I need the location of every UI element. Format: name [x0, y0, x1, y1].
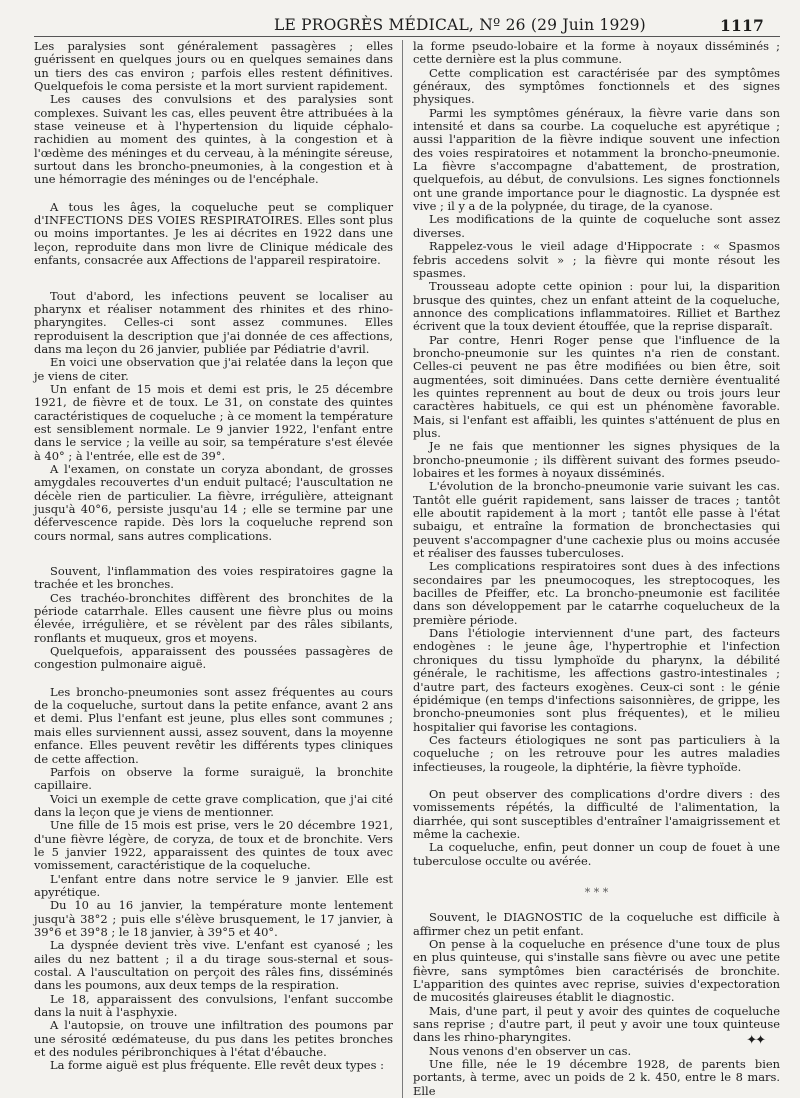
paragraph: Tout d'abord, les infections peuvent se localiser au pharynx et réaliser notamment des rhinites et des rhino-pharyngites. Celles-ci sont assez communes. Elles reproduisent la description que j'ai donnée de ces affections, dans ma leçon du 26 janvier, publiée par Pédiatrie d'avril.	[34, 288, 394, 356]
end-ornament: ✦✦	[746, 1033, 764, 1048]
section-separator-stars: * * *	[584, 885, 609, 899]
paragraph: la forme pseudo-lobaire et la forme à noyaux disséminés ; cette dernière est la plus commune.	[413, 39, 780, 67]
right-column	[402, 40, 780, 1098]
paragraph: A l'autopsie, on trouve une infiltration des poumons par une sérosité œdémateuse, du pus dans les petites bronches et des nodules péribronchiques à l'état d'ébauche.	[34, 1018, 394, 1060]
page-header	[34, 14, 780, 36]
running-title: LE PROGRÈS MÉDICAL, Nº 26 (29 Juin 1929)	[274, 16, 646, 34]
paragraph: Les causes des convulsions et des paralysies sont complexes. Suivant les cas, elles peuvent être attribuées à la stase veineuse et à l'hypertension du liquide céphalo-rachidien au moment des quintes, à la congestion et à l'œdème des méninges et du cerveau, à la méningite séreuse, surtout dans les broncho-pneumonies, à la congestion et à une hémorragie des méninges ou de l'encéphale.	[34, 92, 394, 187]
paragraph: Un enfant de 15 mois et demi est pris, le 25 décembre 1921, de fièvre et de toux. Le 31, on constate des quintes caractéristiques de coqueluche ; à ce moment la température est sensiblement normale. Le 9 janvier 1922, l'enfant entre dans le service ; la veille au soir, sa température s'est élevée à 40° ; à l'entrée, elle est de 39°.	[34, 381, 394, 463]
paragraph: En voici une observation que j'ai relatée dans la leçon que je viens de citer.	[34, 355, 394, 383]
paragraph: On peut observer des complications d'ordre divers : des vomissements répétés, la difficulté de l'alimentation, la diarrhée, qui sont susceptibles d'entraîner l'amaigrissement et même la cachexie.	[413, 786, 780, 841]
paragraph: Les modifications de la quinte de coqueluche sont assez diverses.	[413, 212, 780, 240]
paragraph: Rappelez-vous le vieil adage d'Hippocrate : « Spasmos febris accedens solvit » ; la fièvre qui monte résout les spasmes.	[413, 239, 780, 280]
paragraph: L'évolution de la broncho-pneumonie varie suivant les cas. Tantôt elle guérit rapidement, sans laisser de traces ; tantôt elle aboutit rapidement à la mort ; tantôt elle passe à l'état subaigu, et entraîne la formation de bronchectasies qui peuvent s'accompagner d'une cachexie plus ou moins accusée et réaliser des fausses tuberculoses.	[413, 479, 780, 561]
two-column-body	[34, 40, 780, 1098]
paragraph: La dyspnée devient très vive. L'enfant est cyanosé ; les ailes du nez battent ; il a du tirage sous-sternal et sous-costal. A l'auscultation on perçoit des râles fins, disséminés dans les poumons, aux deux temps de la respiration.	[34, 938, 394, 993]
paragraph: Dans l'étiologie interviennent d'une part, des facteurs endogènes : le jeune âge, l'hypertrophie et l'infection chroniques du tissu lymphoïde du pharynx, la débilité générale, le rachitisme, les affections gastro-intestinales ; d'autre part, des facteurs exogènes. Ceux-ci sont : le génie épidémique (en temps d'infections saisonnières, de grippe, les broncho-pneumonies sont plus fréquentes), et le milieu hospitalier qui favorise les contagions.	[413, 626, 780, 734]
paragraph: Les broncho-pneumonies sont assez fréquentes au cours de la coqueluche, surtout dans la petite enfance, avant 2 ans et demi. Plus l'enfant est jeune, plus elles sont communes ; mais elles surviennent aussi, assez souvent, dans la moyenne enfance. Elles peuvent revêtir les différents types cliniques de cette affection.	[34, 684, 394, 766]
paragraph: Quelquefois, apparaissent des poussées passagères de congestion pulmonaire aiguë.	[34, 644, 394, 672]
paragraph: A l'examen, on constate un coryza abondant, de grosses amygdales recouvertes d'un enduit pultacé; l'auscultation ne décèle rien de particulier. La fièvre, irrégulière, atteignant jusqu'à 40°6, persiste jusqu'au 14 ; elle se termine par une défervescence rapide. Dès lors la coqueluche reprend son cours normal, sans autres complications.	[34, 461, 394, 543]
paragraph: La forme aiguë est plus fréquente. Elle revêt deux types :	[50, 1058, 384, 1073]
paragraph: Une fille, née le 19 décembre 1928, de parents bien portants, à terme, avec un poids de 2 k. 450, entre le 8 mars. Elle	[413, 1057, 780, 1098]
page-number: 1117	[720, 16, 764, 35]
paragraph: La coqueluche, enfin, peut donner un coup de fouet à une tuberculose occulte ou avérée.	[413, 840, 780, 868]
paragraph: Ces facteurs étiologiques ne sont pas particuliers à la coqueluche ; on les retrouve pour les autres maladies infectieuses, la rougeole, la diphtérie, la fièvre typhoïde.	[413, 732, 780, 774]
paragraph: L'enfant entre dans notre service le 9 janvier. Elle est apyrétique.	[34, 871, 394, 899]
paragraph: Du 10 au 16 janvier, la température monte lentement jusqu'à 38°2 ; puis elle s'élève brusquement, le 17 janvier, à 39°6 et 39°8 ; le 18 janvier, à 39°5 et 40°.	[34, 898, 394, 939]
paragraph: Les complications respiratoires sont dues à des infections secondaires par les pneumocoques, les streptocoques, les bacilles de Pfeiffer, etc. La broncho-pneumonie est facilitée dans son développement par le catarrhe coquelucheux de la première période.	[413, 559, 780, 627]
paragraph: Le 18, apparaissent des convulsions, l'enfant succombe dans la nuit à l'asphyxie.	[34, 991, 394, 1020]
paragraph: Trousseau adopte cette opinion : pour lui, la disparition brusque des quintes, chez un enfant atteint de la coqueluche, annonce des complications inflammatoires. Rilliet et Barthez écrivent que la toux devient étouffée, que la reprise disparaît.	[413, 279, 780, 334]
paragraph: Parfois on observe la forme suraiguë, la bronchite capillaire.	[34, 764, 394, 793]
paragraph: Les paralysies sont généralement passagères ; elles guérissent en quelques jours ou en quelques semaines dans un tiers des cas environ ; parfois elles restent définitives. Quelquefois le coma persiste et la mort survient rapidement.	[34, 39, 394, 94]
paragraph: Une fille de 15 mois est prise, vers le 20 décembre 1921, d'une fièvre légère, de coryza, de toux et de bronchite. Vers le 5 janvier 1922, apparaissent des quintes de toux avec vomissement, caractéristique de la coqueluche.	[34, 818, 394, 873]
paragraph: Mais, d'une part, il peut y avoir des quintes de coqueluche sans reprise ; d'autre part, il peut y avoir une toux quinteuse dans les rhino-pharyngites.	[413, 1003, 780, 1045]
paragraph: Parmi les symptômes généraux, la fièvre varie dans son intensité et dans sa courbe. La coqueluche est apyrétique ; aussi l'apparition de la fièvre indique souvent une infection des voies respiratoires et notamment la broncho-pneumonie. La fièvre s'accompagne d'abattement, de prostration, quelquefois, au début, de convulsions. Les signes fonctionnels ont une grande importance pour le diagnostic. La dyspnée est vive ; il y a de la polypnée, du tirage, de la cyanose.	[413, 105, 780, 214]
paragraph: Voici un exemple de cette grave complication, que j'ai cité dans la leçon que je viens de mentionner.	[34, 791, 394, 819]
paragraph: Souvent, le DIAGNOSTIC de la coqueluche est difficile à affirmer chez un petit enfant.	[413, 910, 780, 938]
header-rule	[34, 36, 780, 37]
paragraph: Par contre, Henri Roger pense que l'influence de la broncho-pneumonie sur les quintes n'a rien de constant. Celles-ci peuvent ne pas être modifiées ou bien être, soit augmentées, soit diminuées. Dans cette dernière éventualité les quintes reprennent au bout de deux ou trois jours leur caractères habituels, ce qui est un phénomène favorable. Mais, si l'enfant est affaibli, les quintes s'atténuent de plus en plus.	[413, 332, 780, 440]
paragraph: Cette complication est caractérisée par des symptômes généraux, des symptômes fonctionnels et des signes physiques.	[413, 65, 780, 107]
paragraph: Ces trachéo-bronchites diffèrent des bronchites de la période catarrhale. Elles causent une fièvre plus ou moins élevée, irrégulière, et se révèlent par des râles sibilants, ronflants et muqueux, gros et moyens.	[34, 590, 394, 645]
paragraph: Je ne fais que mentionner les signes physiques de la broncho-pneumonie ; ils diffèrent suivant des formes pseudo-lobaires et les formes à noyaux disséminés.	[413, 439, 780, 480]
left-column	[34, 40, 402, 1098]
paragraph: On pense à la coqueluche en présence d'une toux de plus en plus quinteuse, qui s'installe sans fièvre ou avec une petite fièvre, sans symptômes bien caractérisés de bronchite. L'apparition des quintes avec reprise, suivies d'expectoration de mucosités glaireuses établit le diagnostic.	[413, 937, 780, 1005]
paragraph: Souvent, l'inflammation des voies respiratoires gagne la trachée et les bronches.	[34, 564, 394, 592]
paragraph: A tous les âges, la coqueluche peut se compliquer d'INFECTIONS DES VOIES RESPIRATOIRES. Elles sont plus ou moins importantes. Je les ai décrites en 1922 dans une leçon, reproduite dans mon livre de Clinique médicale des enfants, consacrée aux Affections de l'appareil respiratoire.	[34, 199, 394, 268]
paragraph: Nous venons d'en observer un cas.	[429, 1043, 632, 1058]
